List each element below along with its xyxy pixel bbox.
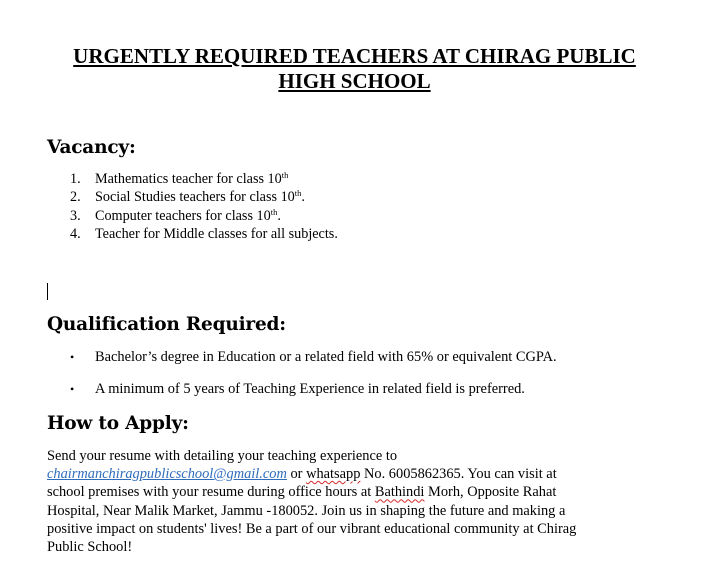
vacancy-item-text: Teacher for Middle classes for all subjects. [95, 225, 338, 242]
vacancy-item [70, 188, 338, 206]
spellcheck-word-bathindi: Bathindi [374, 484, 425, 501]
vacancy-item-text: Computer teachers for class 10 [95, 207, 271, 224]
title-line-2: HIGH SCHOOL [278, 69, 431, 93]
text-segment: or [286, 466, 307, 483]
how-to-apply-paragraph [47, 447, 667, 556]
vacancy-item-tail: . [277, 207, 281, 224]
paragraph-line-3 [47, 483, 667, 501]
vacancy-item-tail: . [301, 189, 305, 206]
qualification-item-text: A minimum of 5 years of Teaching Experience in related field is preferred. [95, 381, 525, 397]
superscript: th [294, 188, 302, 199]
bullet-icon: • [70, 382, 75, 396]
superscript: th [281, 170, 289, 180]
qualification-list-2 [70, 380, 525, 398]
qualification-item [70, 380, 525, 398]
vacancy-heading: Vacancy: [47, 137, 136, 158]
list-number: 4. [70, 225, 81, 242]
text-cursor [47, 283, 48, 300]
text-segment: No. 6005862365. You can visit at [360, 466, 557, 483]
vacancy-item [70, 225, 338, 243]
paragraph-line-4: Hospital, Near Malik Market, Jammu -180052. Join us in shaping the future and making a [47, 502, 566, 519]
paragraph-line-5: positive impact on students' lives! Be a part of our vibrant educational community at Chirag [47, 520, 577, 537]
vacancy-item [70, 170, 338, 188]
paragraph-line-1: Send your resume with detailing your teaching experience to [47, 448, 398, 464]
title-line-1: URGENTLY REQUIRED TEACHERS AT CHIRAG PUBLIC [73, 44, 636, 68]
list-number: 3. [70, 207, 81, 224]
qualification-item [70, 348, 557, 366]
text-segment: school premises with your resume during office hours at [47, 484, 375, 501]
bullet-icon: • [70, 350, 75, 364]
qualification-heading: Qualification Required: [47, 314, 286, 335]
list-number: 2. [70, 189, 81, 206]
superscript: th [270, 206, 278, 217]
spellcheck-word-whatsapp: whatsapp [306, 466, 361, 483]
document-title [30, 44, 679, 94]
how-to-apply-heading: How to Apply: [47, 413, 189, 434]
vacancy-item-text: Mathematics teacher for class 10 [95, 171, 282, 187]
vacancy-item [70, 207, 338, 225]
text-segment: Morh, Opposite Rahat [424, 484, 557, 501]
paragraph-line-2 [47, 465, 667, 483]
list-number: 1. [70, 171, 81, 187]
vacancy-list [70, 170, 338, 243]
qualification-item-text: Bachelor’s degree in Education or a related field with 65% or equivalent CGPA. [95, 349, 557, 365]
vacancy-item-text: Social Studies teachers for class 10 [95, 189, 295, 206]
qualification-list [70, 348, 557, 366]
email-link[interactable]: chairmanchiragpublicschool@gmail.com [47, 466, 287, 483]
paragraph-line-6: Public School! [47, 539, 133, 556]
